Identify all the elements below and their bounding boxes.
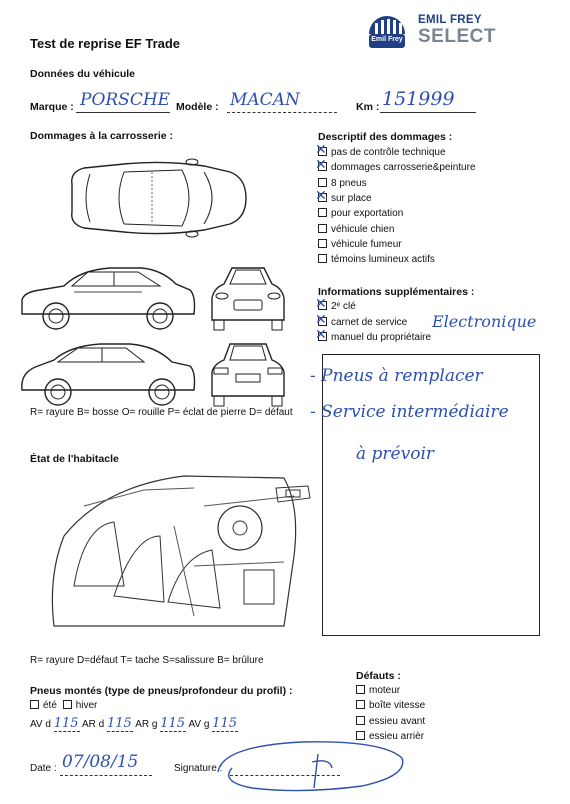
damage-desc-checkbox[interactable] — [315, 187, 327, 204]
checkmark-icon: ✕ — [315, 311, 327, 328]
extra-info-label: manuel du propriétaire — [331, 332, 432, 343]
date-label: Date : — [30, 763, 57, 774]
model-value[interactable]: MACAN — [230, 90, 300, 110]
notes-line2: - Service intermédiaire — [310, 402, 509, 422]
av-g-label: AV g — [188, 719, 210, 730]
body-damage-title: Dommages à la carrosserie : — [30, 130, 173, 142]
extra-info-label: carnet de service — [331, 316, 408, 328]
body-damage-legend: R= rayure B= bosse O= rouille P= éclat de pierre D= défaut — [30, 407, 293, 418]
car-front-view-diagram — [206, 262, 290, 334]
handwritten-signature[interactable] — [212, 732, 412, 796]
interior-legend: R= rayure D=défaut T= tache S=salissure B= brûlure — [30, 655, 264, 666]
damage-desc-label: sur place — [331, 192, 372, 204]
extra-info-item[interactable] — [315, 296, 356, 312]
km-line — [380, 112, 476, 113]
damage-desc-label: pas de contrôle technique — [331, 147, 446, 158]
defect-item[interactable] — [356, 685, 400, 696]
brand-logo — [366, 12, 500, 52]
car-rear-view-diagram — [206, 338, 290, 410]
damage-desc-label: témoins lumineux actifs — [331, 254, 435, 266]
ar-d-label: AR d — [81, 719, 105, 730]
defects-title: Défauts : — [356, 670, 401, 682]
signature-label: Signature : — [174, 763, 223, 774]
defect-checkbox[interactable] — [356, 716, 365, 725]
page-title: Test de reprise EF Trade — [30, 36, 181, 51]
summer-checkbox[interactable] — [30, 700, 39, 709]
logo-line1: EMIL FREY — [418, 14, 482, 26]
brand-value[interactable]: PORSCHE — [80, 90, 171, 110]
checkmark-icon: ✕ — [315, 157, 327, 174]
av-g-value[interactable]: 115 — [212, 716, 237, 731]
model-line — [227, 112, 337, 113]
damage-desc-item[interactable] — [315, 187, 372, 204]
defect-item[interactable] — [356, 716, 425, 727]
checkmark-icon: ✕ — [315, 327, 327, 343]
car-side-view-left-diagram — [18, 262, 198, 334]
checkmark-icon: ✕ — [315, 142, 327, 158]
damage-desc-item[interactable] — [318, 224, 394, 235]
damage-desc-label: dommages carrosserie&peinture — [331, 162, 476, 174]
damage-desc-checkbox[interactable] — [318, 178, 327, 187]
interior-title: État de l'habitacle — [30, 453, 119, 465]
logo-line2: SELECT — [418, 26, 496, 47]
checkmark-icon: ✕ — [315, 187, 327, 204]
brand-line — [76, 112, 170, 113]
tires-title: Pneus montés (type de pneus/profondeur du profil) : — [30, 685, 293, 697]
ar-g-value[interactable]: 115 — [160, 716, 186, 731]
km-value[interactable]: 151999 — [382, 88, 455, 110]
av-d-label: AV d — [30, 719, 51, 730]
damage-desc-label: véhicule chien — [331, 223, 395, 235]
damage-desc-item[interactable] — [315, 142, 446, 158]
damage-desc-checkbox[interactable] — [318, 254, 327, 263]
extra-info-item[interactable] — [315, 327, 432, 343]
notes-box[interactable] — [322, 354, 540, 636]
defect-checkbox[interactable] — [356, 700, 365, 709]
defect-label: boîte vitesse — [369, 700, 426, 712]
tire-depth-row — [30, 716, 238, 732]
damage-desc-checkbox[interactable] — [318, 208, 327, 217]
extra-info-checkbox[interactable] — [315, 327, 327, 343]
brand-label: Marque : — [30, 101, 74, 113]
emblem-text: Emil Frey — [371, 36, 403, 43]
damage-desc-label: véhicule fumeur — [331, 238, 402, 250]
extra-info-label: 2ᵉ clé — [331, 301, 356, 312]
damage-desc-checkbox[interactable] — [318, 239, 327, 248]
av-d-value[interactable]: 115 — [53, 716, 79, 731]
damage-desc-label: 8 pneus — [331, 177, 367, 189]
damage-desc-item[interactable] — [318, 254, 435, 265]
damage-desc-checkbox[interactable] — [315, 157, 327, 174]
car-top-view-diagram — [64, 156, 250, 240]
defect-label: moteur — [369, 685, 401, 696]
winter-label: hiver — [75, 700, 98, 711]
damage-desc-item[interactable] — [318, 239, 402, 250]
checkmark-icon: ✕ — [315, 296, 327, 312]
extra-info-checkbox[interactable] — [315, 296, 327, 312]
winter-checkbox[interactable] — [63, 700, 72, 709]
damage-desc-label: pour exportation — [331, 208, 404, 220]
defect-item[interactable] — [356, 700, 425, 711]
tire-type-row — [30, 700, 97, 711]
defect-label: essieu arrièr — [369, 730, 425, 742]
summer-label: été — [43, 700, 57, 711]
extra-info-item[interactable] — [315, 311, 408, 328]
vehicle-section-title: Données du véhicule — [30, 68, 136, 80]
sun-visor-diagram — [274, 484, 312, 506]
damage-desc-item[interactable] — [318, 178, 367, 189]
defect-checkbox[interactable] — [356, 685, 365, 694]
notes-line3: à prévoir — [356, 444, 435, 464]
date-line — [60, 775, 152, 776]
car-interior-diagram — [44, 466, 304, 636]
model-label: Modèle : — [176, 101, 219, 113]
damage-desc-checkbox[interactable] — [315, 142, 327, 158]
damage-desc-item[interactable] — [315, 157, 476, 174]
damage-desc-title: Descriptif des dommages : — [318, 131, 453, 143]
emil-frey-emblem-icon — [366, 14, 408, 50]
defect-label: essieu avant — [369, 715, 426, 727]
extra-info-checkbox[interactable] — [315, 311, 327, 328]
extra-info-title: Informations supplémentaires : — [318, 286, 475, 298]
date-value[interactable]: 07/08/15 — [62, 752, 139, 772]
service-note[interactable]: Electronique — [432, 312, 537, 331]
car-side-view-right-diagram — [18, 338, 198, 410]
notes-line1: - Pneus à remplacer — [310, 366, 483, 386]
damage-desc-item[interactable] — [318, 208, 403, 219]
km-label: Km : — [356, 101, 380, 113]
ar-g-label: AR g — [135, 719, 158, 730]
damage-desc-checkbox[interactable] — [318, 224, 327, 233]
ar-d-value[interactable]: 115 — [106, 716, 132, 731]
